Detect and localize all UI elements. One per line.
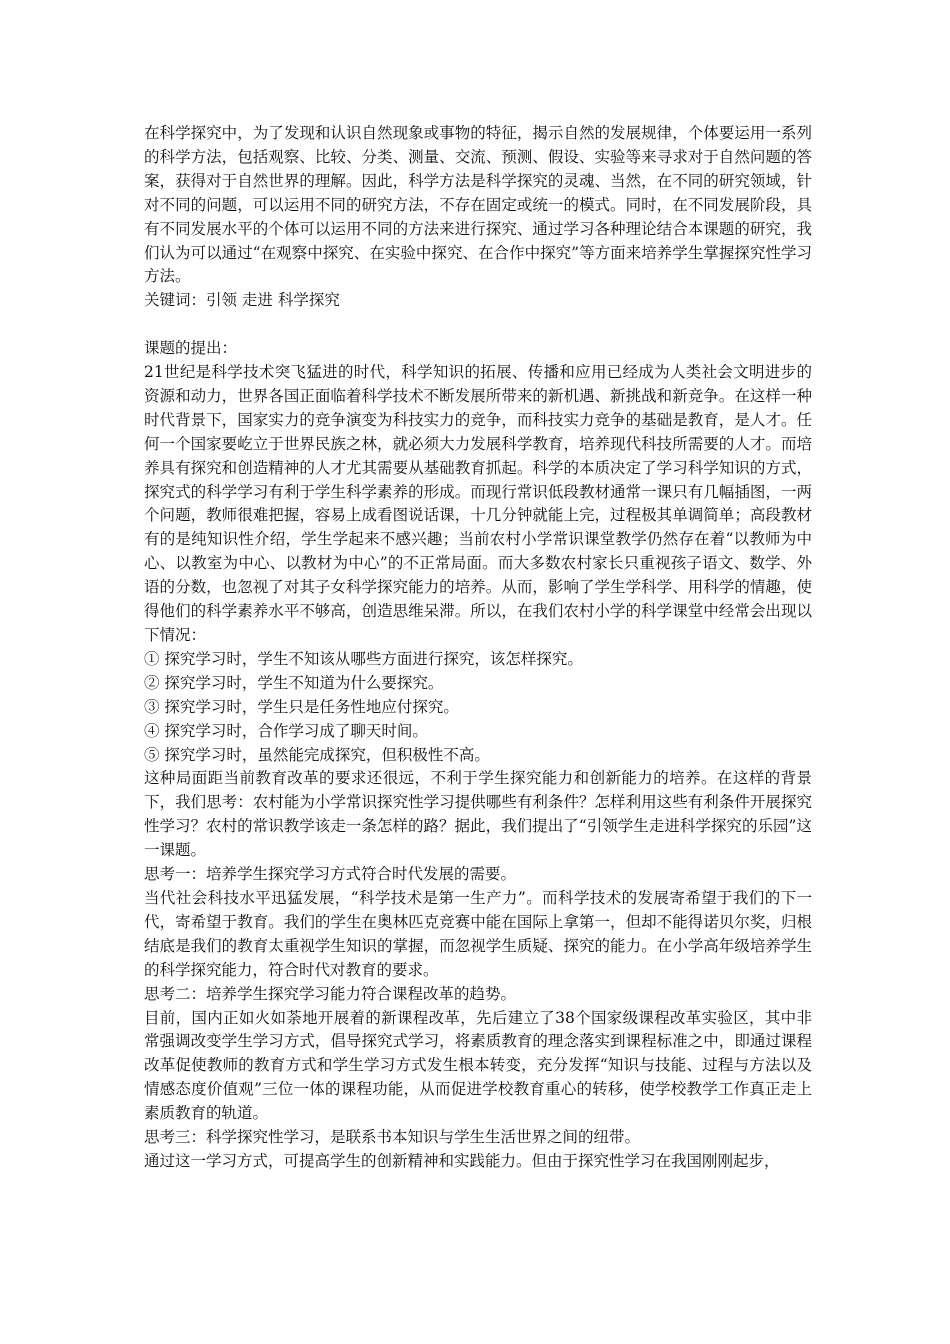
thought2-body: 目前，国内正如火如荼地开展着的新课程改革，先后建立了38个国家级课程改革实验区，其中非常强调改变学生学习方式，倡导探究式学习，将素质教育的理念落实到课程标准之中，即通过课程改革促使教师的教育方式和学生学习方式发生根本转变，充分发挥“知识与技能、过程与方法以及情感态度价值观”三位一体的课程功能，从而促进学校教育重心的转移，使学校教学工作真正走上素质教育的轨道。 [144, 1008, 812, 1123]
issue-item-3: ③ 探究学习时，学生只是任务性地应付探究。 [144, 697, 459, 716]
thought3-body: 通过这一学习方式，可提高学生的创新精神和实践能力。但由于探究性学习在我国刚刚起步， [144, 1151, 780, 1170]
section-heading: 课题的提出： [144, 339, 238, 358]
issue-item-2: ② 探究学习时，学生不知道为什么要探究。 [144, 673, 444, 692]
issue-item-4: ④ 探究学习时，合作学习成了聊天时间。 [144, 721, 428, 740]
issue-item-5: ⑤ 探究学习时，虽然能完成探究，但积极性不高。 [144, 745, 490, 764]
thought1-body: 当代社会科技水平迅猛发展，“科学技术是第一生产力”。而科学技术的发展寄希望于我们的下一代，寄希望于教育。我们的学生在奥林匹克竞赛中能在国际上拿第一，但却不能得诺贝尔奖，归根结底是我们的教育太重视学生知识的掌握，而忽视学生质疑、探究的能力。在小学高年级培养学生的科学探究能力，符合时代对教育的要求。 [144, 888, 812, 979]
blank-line [144, 313, 812, 337]
intro-paragraph: 21世纪是科学技术突飞猛进的时代，科学知识的拓展、传播和应用已经成为人类社会文明进步的资源和动力，世界各国正面临着科学技术不断发展所带来的新机遇、新挑战和新竞争。在这样一种时代背景下，国家实力的竞争演变为科技实力的竞争，而科技实力竞争的基础是教育，是人才。任何一个国家要屹立于世界民族之林，就必须大力发展科学教育，培养现代科技所需要的人才。而培养具有探究和创造精神的人才尤其需要从基础教育抓起。科学的本质决定了学习科学知识的方式，探究式的科学学习有利于学生科学素养的形成。而现行常识低段教材通常一课只有几幅插图，一两个问题，教师很难把握，容易上成看图说话课，十几分钟就能上完，过程极其单调简单；高段教材有的是纯知识性介绍，学生学起来不感兴趣；当前农村小学常识课堂教学仍然存在着“以教师为中心、以教室为中心、以教材为中心”的不正常局面。而大多数农村家长只重视孩子语文、数学、外语的分数，也忽视了对其子女科学探究能力的培养。从而，影响了学生学科学、用科学的情趣，使得他们的科学素养水平不够高，创造思维呆滞。所以，在我们农村小学的科学课堂中经常会出现以下情况： [144, 363, 812, 645]
issue-item-1: ① 探究学习时，学生不知该从哪些方面进行探究，该怎样探究。 [144, 649, 583, 668]
document-page [144, 122, 812, 1174]
abstract-paragraph: 在科学探究中，为了发现和认识自然现象或事物的特征，揭示自然的发展规律，个体要运用一系列的科学方法，包括观察、比较、分类、测量、交流、预测、假设、实验等来寻求对于自然问题的答案，获得对于自然世界的理解。因此，科学方法是科学探究的灵魂、当然，在不同的研究领域，针对不同的问题，可以运用不同的研究方法，不存在固定或统一的模式。同时，在不同发展阶段，具有不同发展水平的个体可以运用不同的方法来进行探究、通过学习各种理论结合本课题的研究，我们认为可以通过“在观察中探究、在实验中探究、在合作中探究”等方面来培养学生掌握探究性学习方法。 [144, 124, 812, 286]
thought2-heading: 思考二：培养学生探究学习能力符合课程改革的趋势。 [144, 984, 517, 1003]
thought1-heading: 思考一：培养学生探究学习方式符合时代发展的需要。 [144, 865, 517, 884]
keywords-line: 关键词：引领 走进 科学探究 [144, 291, 340, 310]
thought3-heading: 思考三：科学探究性学习，是联系书本知识与学生生活世界之间的纽带。 [144, 1128, 641, 1147]
background-paragraph: 这种局面距当前教育改革的要求还很远，不利于学生探究能力和创新能力的培养。在这样的背景下，我们思考：农村能为小学常识探究性学习提供哪些有利条件？怎样利用这些有利条件开展探究性学习？农村的常识教学该走一条怎样的路？据此，我们提出了“引领学生走进科学探究的乐园”这一课题。 [144, 769, 812, 860]
